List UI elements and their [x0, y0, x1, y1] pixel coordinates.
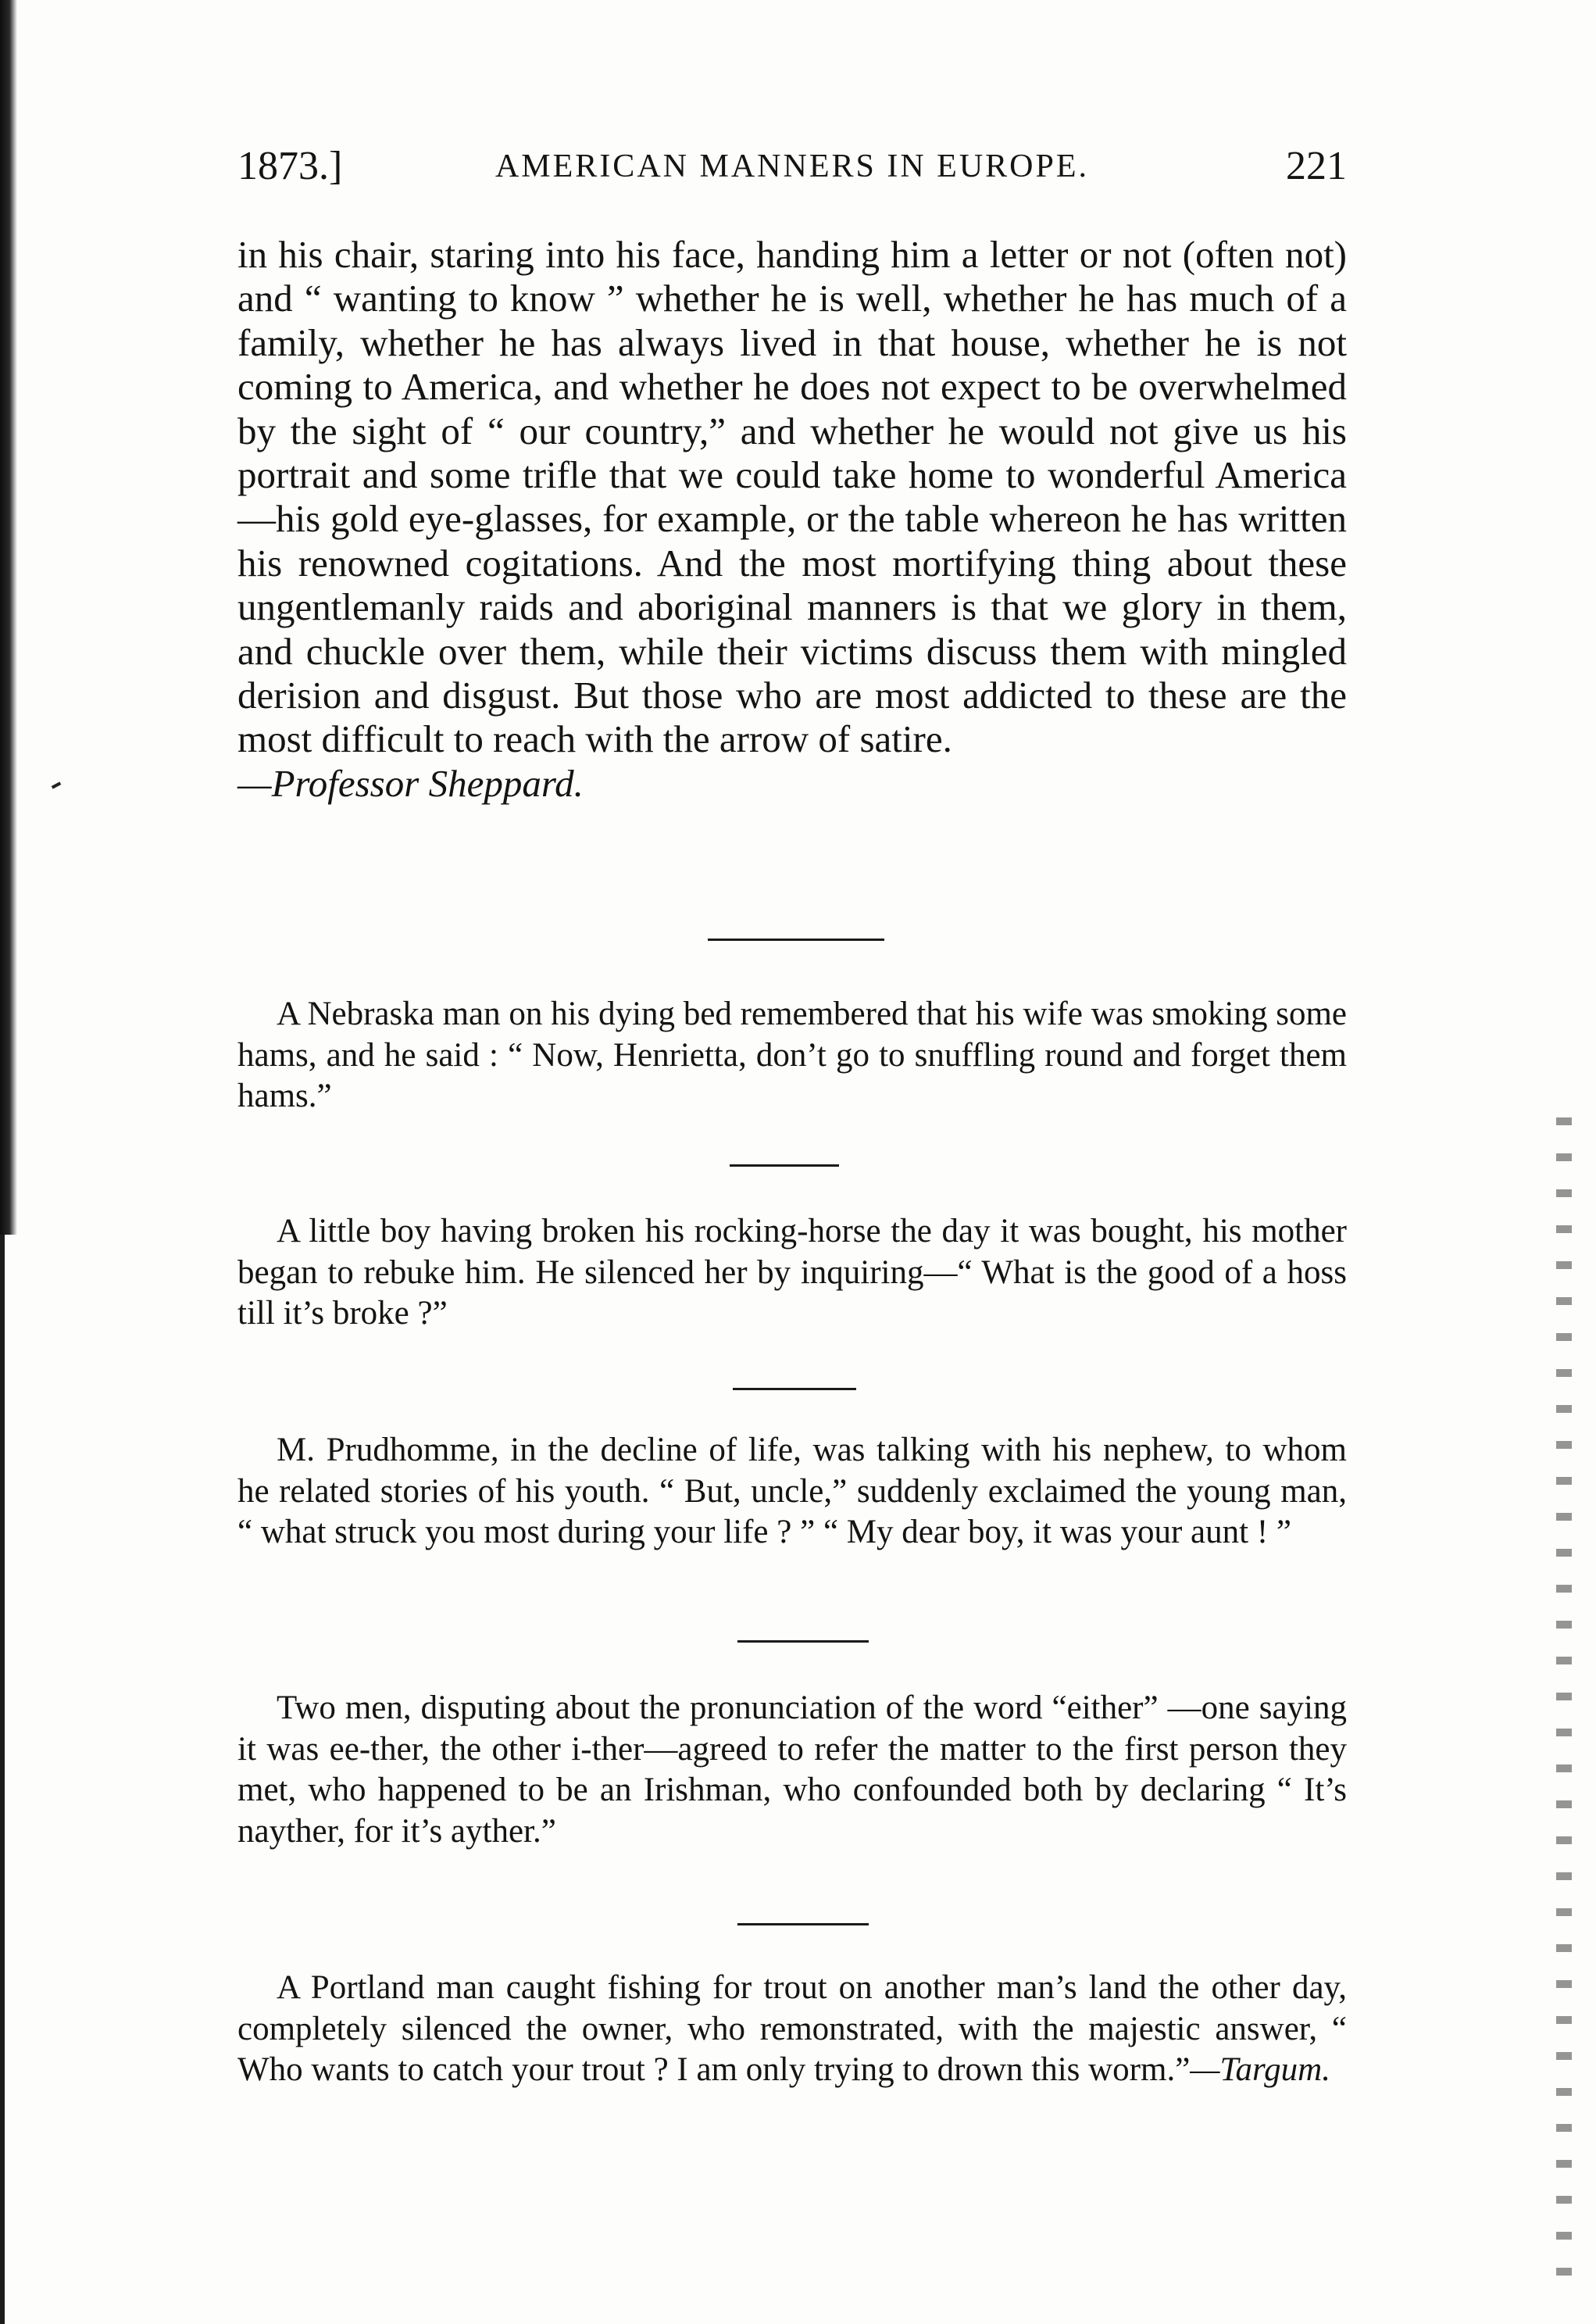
anecdote-paragraph — [237, 1688, 1347, 1852]
section-divider-rule — [708, 939, 884, 941]
continued-article-text: in his chair, staring into his face, handing him a letter or not (often not) and “ wanting to know ” whether he is well, whether he has much of a family, whether he has always lived in that house, whether he is not coming to America, and whether he does not expect to be overwhelmed by the sight of “ our country,” and whether he would not give us his portrait and some trifle that we could take home to wonderful America—his gold eye-glasses, for example, or the table whereon he has written his renowned cogitations. And the most mortifying thing about these ungentlemanly raids and aboriginal manners is that we glory in them, and chuckle over them, while their victims discuss them with mingled derision and disgust. But those who are most addicted to these are the most difficult to reach with the arrow of satire. — [237, 233, 1347, 761]
anecdote-paragraph — [237, 1211, 1347, 1335]
page-number: 221 — [1286, 144, 1347, 188]
article-attribution: —Professor Sheppard. — [237, 761, 584, 805]
stray-pencil-mark — [52, 781, 61, 788]
section-divider-rule — [737, 1923, 869, 1925]
anecdote-attribution: —Targum. — [1190, 2051, 1330, 2089]
anecdote-paragraph — [237, 994, 1347, 1117]
running-head-title: AMERICAN MANNERS IN EUROPE. — [495, 148, 1090, 184]
anecdote-paragraph — [237, 1968, 1347, 2091]
anecdote-text: A Portland man caught fishing for trout on another man’s land the other day, completely silenced the owner, who remonstrated, with the majestic answer, “ Who wants to catch your trout ? I am only trying to drown this worm.” — [237, 1969, 1347, 2089]
continued-article-paragraph — [237, 233, 1347, 806]
scan-bleed-through-marks — [1556, 1117, 1572, 2290]
section-divider-rule — [733, 1388, 856, 1390]
scan-binding-shadow — [0, 0, 17, 1235]
section-divider-rule — [737, 1640, 869, 1643]
running-head-year: 1873.] — [237, 144, 343, 188]
anecdote-text: M. Prudhomme, in the decline of life, was talking with his nephew, to whom he related stories of his youth. “ But, uncle,” suddenly exclaimed the young man, “ what struck you most during your life ? ” “ My dear boy, it was your aunt ! ” — [237, 1432, 1347, 1551]
section-divider-rule — [730, 1164, 839, 1167]
running-head — [237, 139, 1347, 194]
anecdote-text: A little boy having broken his rocking-horse the day it was bought, his mother began to rebuke him. He silenced her by inquiring—“ What is the good of a hoss till it’s broke ?” — [237, 1213, 1347, 1332]
scan-binding-edge — [0, 1235, 5, 2324]
anecdote-paragraph — [237, 1430, 1347, 1554]
anecdote-text: A Nebraska man on his dying bed remembered that his wife was smoking some hams, and he said : “ Now, Henrietta, don’t go to snuffling round and forget them hams.” — [237, 996, 1347, 1115]
anecdote-text: Two men, disputing about the pronunciation of the word “either” —one saying it was ee-ther, the other i-ther—agreed to refer the matter to the first person they met, who happened to be an Irishman, who confounded both by declaring “ It’s nayther, for it’s ayther.” — [237, 1689, 1347, 1850]
